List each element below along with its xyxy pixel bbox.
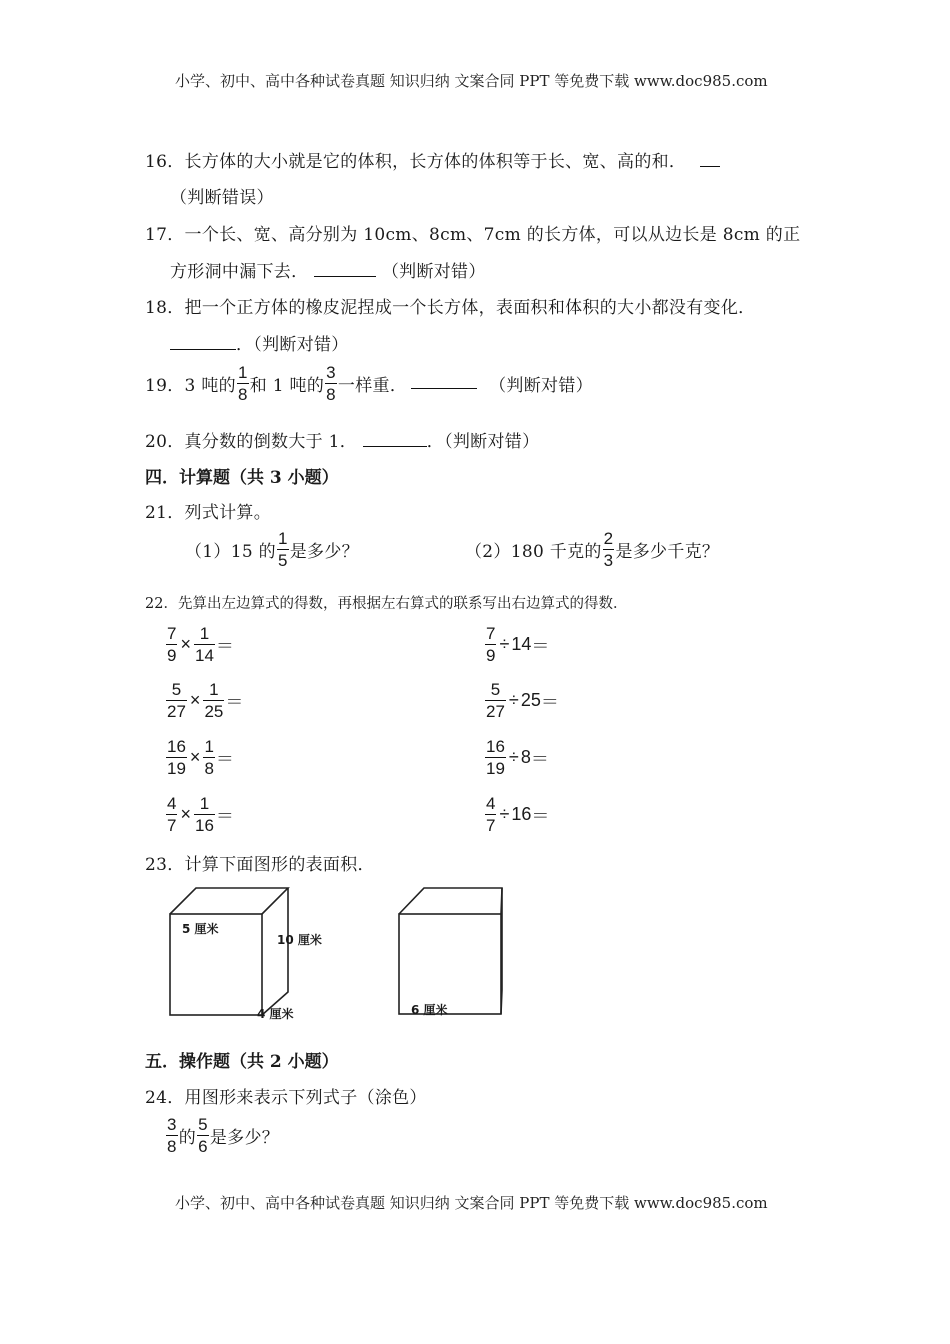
q22-right-expr-3 xyxy=(484,738,549,777)
fraction: 16 19 xyxy=(486,737,505,778)
expr-text: 是多少？ xyxy=(209,1128,280,1148)
question-17-line2 xyxy=(170,257,486,282)
question-22-title: 22．先算出左边算式的得数，再根据左右算式的联系写出右边算式的得数． xyxy=(145,596,628,612)
equals-sign: ＝ xyxy=(530,748,549,769)
fraction: 4 7 xyxy=(167,794,177,835)
equals-sign: ＝ xyxy=(225,691,244,712)
equals-sign: ＝ xyxy=(215,805,234,826)
q22-right-expr-4 xyxy=(484,795,549,834)
fraction: 7 9 xyxy=(167,624,177,665)
fraction: 1 8 xyxy=(204,737,214,778)
divide-sign: ÷ xyxy=(499,804,510,824)
judge-hint: （判断对错） xyxy=(381,262,486,282)
judge-hint: ．（判断对错） xyxy=(426,432,540,452)
q22-left-expr-1 xyxy=(165,625,234,664)
fraction: 5 27 xyxy=(167,680,186,721)
equals-sign: ＝ xyxy=(215,635,234,656)
divide-sign: ÷ xyxy=(499,634,510,654)
cuboid-figure xyxy=(170,888,288,1015)
fraction: 16 19 xyxy=(167,737,186,778)
part-text: 是多少千克？ xyxy=(615,542,720,562)
cube-front-face xyxy=(399,914,501,1014)
page-footer: 小学、初中、高中各种试卷真题 知识归纳 文案合同 PPT 等免费下载 www.doc985.com xyxy=(175,1194,768,1212)
fraction: 7 9 xyxy=(486,624,496,665)
equals-sign: ＝ xyxy=(531,805,550,826)
question-17-text-cont: 方形洞中漏下去． xyxy=(170,262,309,282)
fraction: 1 16 xyxy=(194,794,214,835)
times-sign: × xyxy=(180,634,191,654)
question-16-suffix: （判断错误） xyxy=(170,188,274,208)
cuboid-side-edge xyxy=(262,888,288,1015)
fraction: 5 27 xyxy=(486,680,505,721)
question-23-title: 23．计算下面图形的表面积． xyxy=(145,855,375,875)
q22-left-expr-3 xyxy=(165,738,234,777)
answer-blank[interactable] xyxy=(170,335,236,350)
question-17-text: 17．一个长、宽、高分别为 10cm、8cm、7cm 的长方体，可以从边长是 8cm 的正 xyxy=(145,225,801,245)
divisor: 25 xyxy=(520,690,541,710)
fraction: 1 25 xyxy=(204,680,224,721)
question-24-expression xyxy=(165,1116,279,1155)
divide-sign: ÷ xyxy=(508,690,519,710)
answer-blank[interactable] xyxy=(700,152,720,167)
question-21-part-2 xyxy=(465,530,719,569)
equals-sign: ＝ xyxy=(540,691,559,712)
answer-blank[interactable] xyxy=(411,374,477,389)
divide-sign: ÷ xyxy=(508,747,519,767)
judge-hint: ．（判断对错） xyxy=(236,335,349,355)
cuboid-depth-label: 4 厘米 xyxy=(257,1007,294,1021)
question-20-text: 20．真分数的倒数大于 1． xyxy=(145,432,358,452)
question-16-text: 16．长方体的大小就是它的体积，长方体的体积等于长、宽、高的和． xyxy=(145,152,687,172)
question-16 xyxy=(145,147,720,172)
answer-blank[interactable] xyxy=(363,432,427,447)
part-text: （2）180 千克的 xyxy=(465,542,602,562)
fraction: 3 8 xyxy=(326,363,336,404)
fraction: 5 6 xyxy=(198,1115,208,1156)
part-text: （1）15 的 xyxy=(185,542,276,562)
question-19-text: 和 1 吨的 xyxy=(249,376,325,396)
times-sign: × xyxy=(180,804,191,824)
answer-blank[interactable] xyxy=(314,262,376,277)
question-24-title: 24．用图形来表示下列式子（涂色） xyxy=(145,1088,427,1108)
fraction: 3 8 xyxy=(167,1115,177,1156)
q23-figures xyxy=(160,880,520,1030)
judge-hint: （判断对错） xyxy=(489,376,593,396)
expr-text: 的 xyxy=(178,1128,197,1148)
divisor: 14 xyxy=(511,634,532,654)
divisor: 8 xyxy=(520,747,531,767)
part-text: 是多少？ xyxy=(289,542,359,562)
question-18-line2 xyxy=(170,330,349,355)
question-19-text: 一样重． xyxy=(337,376,408,396)
cube-figure xyxy=(399,888,502,1014)
fraction: 2 3 xyxy=(603,529,614,570)
question-18-text: 18．把一个正方体的橡皮泥捏成一个长方体，表面积和体积的大小都没有变化． xyxy=(145,298,756,318)
fraction: 4 7 xyxy=(486,794,496,835)
cube-edge-label: 6 厘米 xyxy=(411,1003,448,1017)
cuboid-height-label: 10 厘米 xyxy=(277,933,322,947)
times-sign: × xyxy=(189,747,201,767)
fraction: 1 14 xyxy=(194,624,214,665)
cuboid-width-label: 5 厘米 xyxy=(182,922,219,936)
fraction: 1 8 xyxy=(237,363,248,404)
page-header: 小学、初中、高中各种试卷真题 知识归纳 文案合同 PPT 等免费下载 www.doc985.com xyxy=(175,72,768,90)
section-5-title: 五．操作题（共 2 小题） xyxy=(145,1052,339,1072)
cuboid-top-face xyxy=(170,888,288,914)
equals-sign: ＝ xyxy=(215,748,234,769)
divisor: 16 xyxy=(511,804,532,824)
q22-right-expr-2 xyxy=(484,681,559,720)
cube-top-face xyxy=(399,888,502,914)
fraction: 1 5 xyxy=(277,529,288,570)
question-21-part-1 xyxy=(185,530,359,569)
question-19-text: 19．3 吨的 xyxy=(145,376,236,396)
equals-sign: ＝ xyxy=(531,635,550,656)
question-19 xyxy=(145,364,593,403)
question-21-title: 21．列式计算。 xyxy=(145,503,272,523)
times-sign: × xyxy=(189,690,201,710)
question-20 xyxy=(145,427,539,452)
q22-right-expr-1 xyxy=(484,625,549,664)
q22-left-expr-4 xyxy=(165,795,234,834)
section-4-title: 四．计算题（共 3 小题） xyxy=(145,468,339,488)
q22-left-expr-2 xyxy=(165,681,243,720)
